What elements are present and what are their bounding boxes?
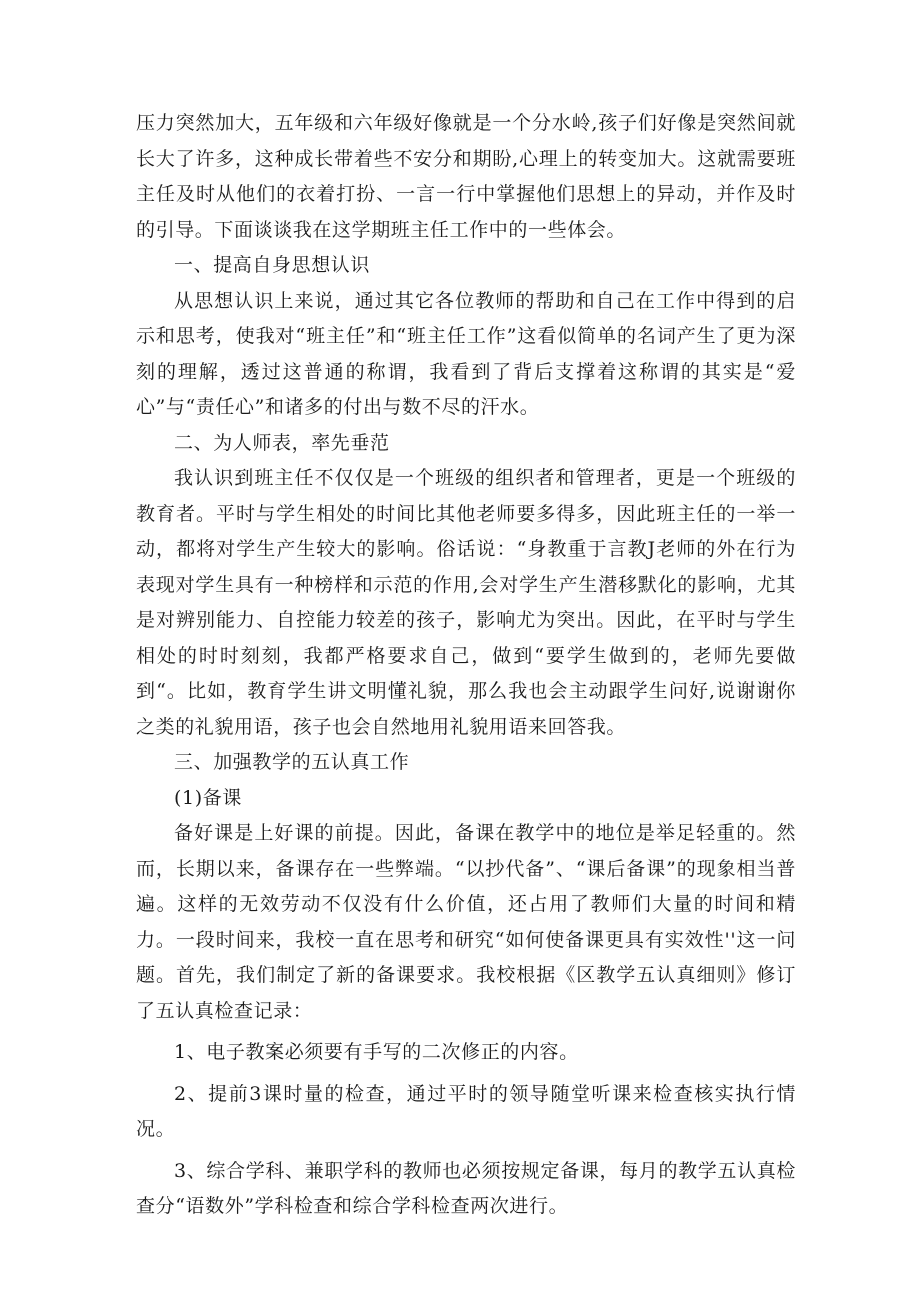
list-item-3: 3、综合学科、兼职学科的教师也必须按规定备课，每月的教学五认真检查分“语数外”学科检查和综合学科检查两次进行。 bbox=[136, 1159, 796, 1217]
heading-subsection-lesson-prep: (1)备课 bbox=[174, 786, 242, 809]
document-body bbox=[136, 106, 796, 1225]
paragraph-lesson-prep: 备好课是上好课的前提。因此，备课在教学中的地位是举足轻重的。然而，长期以来，备课存在一些弊端。“以抄代备”、“课后备课”的现象相当普遍。这样的无效劳动不仅没有什么价值，还占用了教师们大量的时间和精力。一段时间来，我校一直在思考和研究“如何使备课更具有实效性''这一问题。首先，我们制定了新的备课要求。我校根据《区教学五认真细则》修订了五认真检查记录： bbox=[136, 822, 796, 1022]
paragraph-section-2: 我认识到班主任不仅仅是一个班级的组织者和管理者，更是一个班级的教育者。平时与学生相处的时间比其他老师要多得多，因此班主任的一举一动，都将对学生产生较大的影响。俗话说：“身教重于言教J老师的外在行为表现对学生具有一种榜样和示范的作用,会对学生产生潜移默化的影响，尤其是对辨别能力、自控能力较差的孩子，影响尤为突出。因此，在平时与学生相处的时时刻刻，我都严格要求自己，做到“要学生做到的，老师先要做到“。比如，教育学生讲文明懂礼貌，那么我也会主动跟学生问好,说谢谢你之类的礼貌用语，孩子也会自然地用礼貌用语来回答我。 bbox=[136, 467, 796, 738]
paragraph-section-1: 从思想认识上来说，通过其它各位教师的帮助和自己在工作中得到的启示和思考，使我对“班主任”和“班主任工作”这看似简单的名词产生了更为深刻的理解，透过这普通的称谓，我看到了背后支撑着这称谓的其实是“爱心”与“责任心”和诸多的付出与数不尽的汗水。 bbox=[136, 289, 796, 418]
heading-section-1: 一、提高自身思想认识 bbox=[174, 254, 371, 276]
paragraph-intro: 压力突然加大，五年级和六年级好像就是一个分水岭,孩子们好像是突然间就长大了许多，这种成长带着些不安分和期盼,心理上的转变加大。这就需要班主任及时从他们的衣着打扮、一言一行中掌握他们思想上的异动，并作及时的引导。下面谈谈我在这学期班主任工作中的一些体会。 bbox=[136, 112, 796, 241]
list-item-2: 2、提前3课时量的检查，通过平时的领导随堂听课来检查核实执行情况。 bbox=[136, 1082, 796, 1140]
heading-section-3: 三、加强教学的五认真工作 bbox=[174, 751, 410, 773]
list-item-1: 1、电子教案必须要有手写的二次修正的内容。 bbox=[174, 1041, 579, 1063]
heading-section-2: 二、为人师表，率先垂范 bbox=[174, 431, 390, 454]
